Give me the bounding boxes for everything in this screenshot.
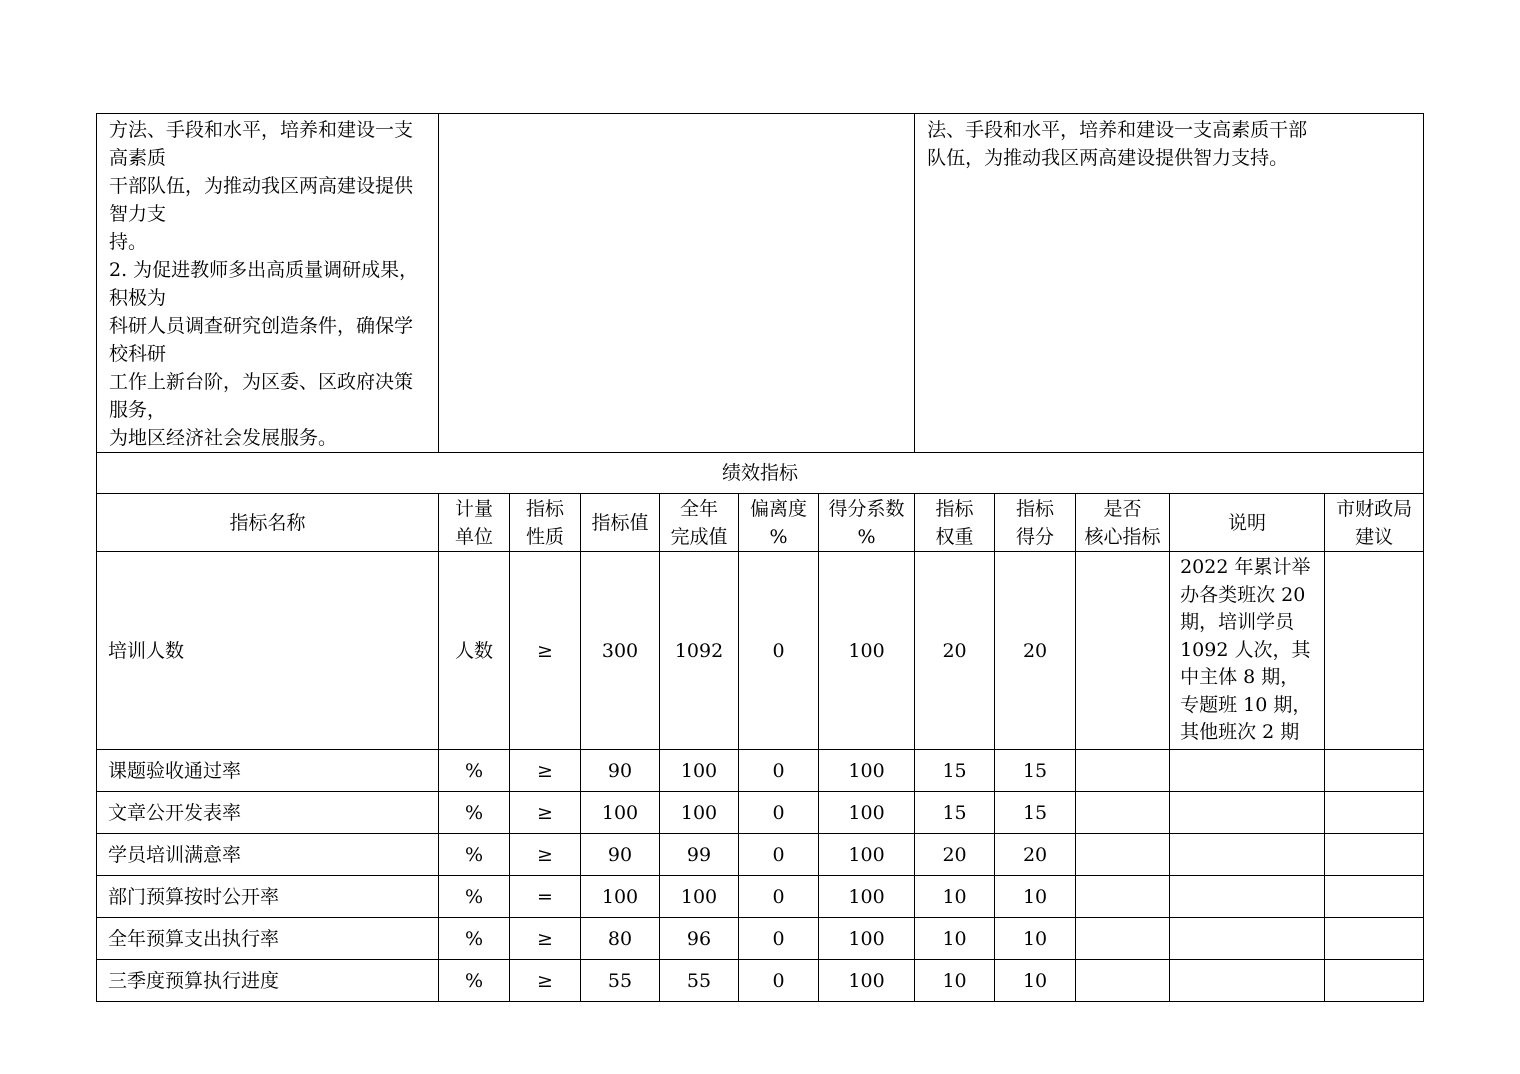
indicator-core bbox=[1076, 918, 1170, 960]
indicator-core bbox=[1076, 792, 1170, 834]
indicator-weight: 10 bbox=[915, 876, 995, 918]
indicator-deviation: 0 bbox=[739, 918, 819, 960]
indicator-deviation: 0 bbox=[739, 876, 819, 918]
header-advice: 市财政局 建议 bbox=[1325, 494, 1424, 552]
indicator-nature: = bbox=[510, 876, 581, 918]
indicator-weight: 20 bbox=[915, 834, 995, 876]
indicator-desc bbox=[1170, 960, 1325, 1002]
header-value: 指标值 bbox=[581, 494, 660, 552]
performance-table-page bbox=[96, 113, 1423, 1002]
table-row bbox=[97, 834, 1424, 876]
indicator-name: 全年预算支出执行率 bbox=[97, 918, 439, 960]
header-row bbox=[97, 494, 1424, 552]
indicator-deviation: 0 bbox=[739, 792, 819, 834]
indicator-core bbox=[1076, 876, 1170, 918]
indicator-coef: 100 bbox=[819, 960, 915, 1002]
indicator-actual: 100 bbox=[660, 876, 739, 918]
section-row bbox=[97, 453, 1424, 494]
indicator-actual: 99 bbox=[660, 834, 739, 876]
indicator-value: 80 bbox=[581, 918, 660, 960]
indicator-weight: 10 bbox=[915, 960, 995, 1002]
indicator-coef: 100 bbox=[819, 750, 915, 792]
table-row bbox=[97, 960, 1424, 1002]
header-desc: 说明 bbox=[1170, 494, 1325, 552]
indicator-coef: 100 bbox=[819, 792, 915, 834]
indicator-name: 部门预算按时公开率 bbox=[97, 876, 439, 918]
goal-left-line: 持。 bbox=[109, 231, 148, 253]
indicator-weight: 15 bbox=[915, 750, 995, 792]
goal-left-line: 为地区经济社会发展服务。 bbox=[109, 427, 338, 449]
goal-left-line: 2. 为促进教师多出高质量调研成果，积极为 bbox=[109, 259, 419, 309]
indicator-nature: ≥ bbox=[510, 750, 581, 792]
goal-middle-cell bbox=[439, 114, 915, 453]
performance-table bbox=[96, 113, 1424, 1002]
indicator-deviation: 0 bbox=[739, 552, 819, 750]
table-row bbox=[97, 918, 1424, 960]
indicator-value: 100 bbox=[581, 792, 660, 834]
indicator-score: 20 bbox=[995, 834, 1076, 876]
goal-left-cell bbox=[97, 114, 439, 453]
goal-left-line: 科研人员调查研究创造条件，确保学校科研 bbox=[109, 315, 414, 365]
indicator-score: 20 bbox=[995, 552, 1076, 750]
goal-right-line: 法、手段和水平，培养和建设一支高素质干部 bbox=[927, 119, 1308, 141]
indicator-value: 100 bbox=[581, 876, 660, 918]
indicator-unit: % bbox=[439, 876, 510, 918]
indicator-unit: % bbox=[439, 792, 510, 834]
indicator-weight: 15 bbox=[915, 792, 995, 834]
indicator-weight: 10 bbox=[915, 918, 995, 960]
indicator-coef: 100 bbox=[819, 552, 915, 750]
indicator-value: 90 bbox=[581, 750, 660, 792]
indicator-actual: 100 bbox=[660, 750, 739, 792]
indicator-desc: 2022 年累计举 办各类班次 20 期，培训学员 1092 人次，其 中主体 8 期， 专题班 10 期， 其他班次 2 期 bbox=[1170, 552, 1325, 750]
goal-left-line: 方法、手段和水平，培养和建设一支高素质 bbox=[109, 119, 414, 169]
indicator-actual: 100 bbox=[660, 792, 739, 834]
header-deviation: 偏离度 % bbox=[739, 494, 819, 552]
indicator-core bbox=[1076, 960, 1170, 1002]
indicator-nature: ≥ bbox=[510, 834, 581, 876]
indicator-desc bbox=[1170, 834, 1325, 876]
indicator-core bbox=[1076, 552, 1170, 750]
indicator-actual: 96 bbox=[660, 918, 739, 960]
indicator-desc bbox=[1170, 918, 1325, 960]
indicator-actual: 55 bbox=[660, 960, 739, 1002]
goal-left-line: 工作上新台阶，为区委、区政府决策服务， bbox=[109, 371, 414, 421]
section-title: 绩效指标 bbox=[97, 453, 1424, 494]
indicator-advice bbox=[1325, 750, 1424, 792]
header-name: 指标名称 bbox=[97, 494, 439, 552]
indicator-unit: % bbox=[439, 918, 510, 960]
indicator-advice bbox=[1325, 960, 1424, 1002]
indicator-coef: 100 bbox=[819, 918, 915, 960]
indicator-advice bbox=[1325, 834, 1424, 876]
indicator-coef: 100 bbox=[819, 834, 915, 876]
indicator-name: 培训人数 bbox=[97, 552, 439, 750]
indicator-score: 10 bbox=[995, 918, 1076, 960]
indicator-score: 10 bbox=[995, 876, 1076, 918]
goal-left-line: 干部队伍，为推动我区两高建设提供智力支 bbox=[109, 175, 414, 225]
header-nature: 指标 性质 bbox=[510, 494, 581, 552]
indicator-unit: 人数 bbox=[439, 552, 510, 750]
indicator-nature: ≥ bbox=[510, 960, 581, 1002]
indicator-score: 15 bbox=[995, 750, 1076, 792]
indicator-advice bbox=[1325, 876, 1424, 918]
table-row bbox=[97, 552, 1424, 750]
indicator-unit: % bbox=[439, 750, 510, 792]
indicator-advice bbox=[1325, 918, 1424, 960]
table-row bbox=[97, 876, 1424, 918]
indicator-nature: ≥ bbox=[510, 552, 581, 750]
indicator-weight: 20 bbox=[915, 552, 995, 750]
indicator-nature: ≥ bbox=[510, 792, 581, 834]
indicator-value: 90 bbox=[581, 834, 660, 876]
indicator-name: 课题验收通过率 bbox=[97, 750, 439, 792]
indicator-deviation: 0 bbox=[739, 750, 819, 792]
indicator-core bbox=[1076, 750, 1170, 792]
header-score: 指标 得分 bbox=[995, 494, 1076, 552]
indicator-coef: 100 bbox=[819, 876, 915, 918]
goal-right-line: 队伍，为推动我区两高建设提供智力支持。 bbox=[927, 147, 1289, 169]
indicator-actual: 1092 bbox=[660, 552, 739, 750]
indicator-value: 55 bbox=[581, 960, 660, 1002]
indicator-core bbox=[1076, 834, 1170, 876]
indicator-desc bbox=[1170, 792, 1325, 834]
table-row bbox=[97, 750, 1424, 792]
goal-row bbox=[97, 114, 1424, 453]
indicator-advice bbox=[1325, 552, 1424, 750]
indicator-score: 10 bbox=[995, 960, 1076, 1002]
indicator-score: 15 bbox=[995, 792, 1076, 834]
indicator-unit: % bbox=[439, 960, 510, 1002]
indicator-value: 300 bbox=[581, 552, 660, 750]
indicator-advice bbox=[1325, 792, 1424, 834]
header-core: 是否 核心指标 bbox=[1076, 494, 1170, 552]
indicator-name: 三季度预算执行进度 bbox=[97, 960, 439, 1002]
header-unit: 计量 单位 bbox=[439, 494, 510, 552]
indicator-deviation: 0 bbox=[739, 834, 819, 876]
indicator-name: 文章公开发表率 bbox=[97, 792, 439, 834]
indicator-name: 学员培训满意率 bbox=[97, 834, 439, 876]
indicator-unit: % bbox=[439, 834, 510, 876]
header-weight: 指标 权重 bbox=[915, 494, 995, 552]
goal-right-cell bbox=[915, 114, 1424, 453]
table-row bbox=[97, 792, 1424, 834]
header-actual: 全年 完成值 bbox=[660, 494, 739, 552]
indicator-nature: ≥ bbox=[510, 918, 581, 960]
indicator-deviation: 0 bbox=[739, 960, 819, 1002]
header-coef: 得分系数 % bbox=[819, 494, 915, 552]
indicator-desc bbox=[1170, 750, 1325, 792]
indicator-desc bbox=[1170, 876, 1325, 918]
